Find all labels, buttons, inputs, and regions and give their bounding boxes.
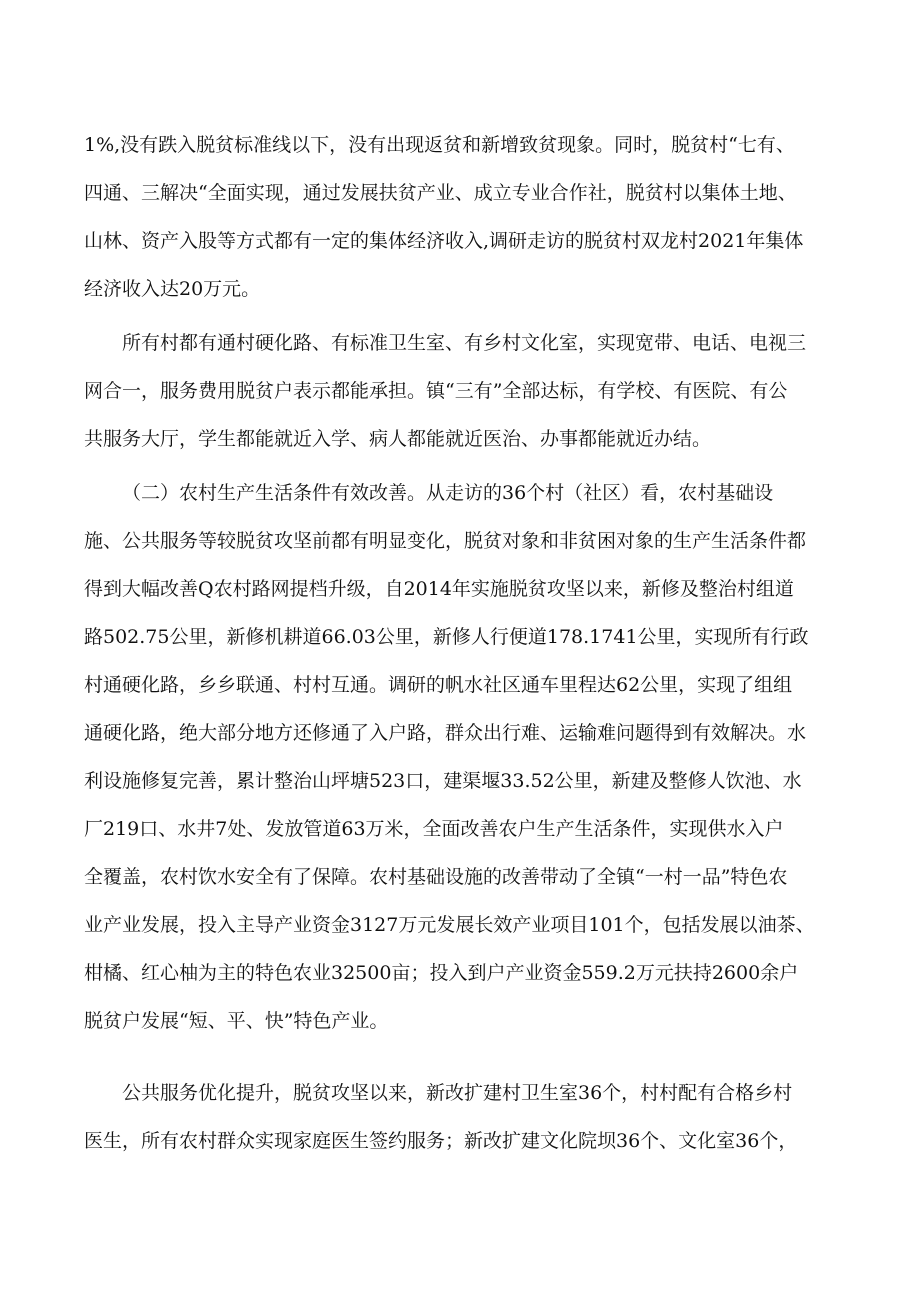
paragraph-2-line-2: 网合一，服务费用脱贫户表示都能承担。镇“三有”全部达标，有学校、有医院、有公	[84, 380, 788, 402]
paragraph-3-line-9: 全覆盖，农村饮水安全有了保障。农村基础设施的改善带动了全镇“一村一品”特色农	[84, 866, 788, 888]
paragraph-3-line-2: 施、公共服务等较脱贫攻坚前都有明显变化，脱贫对象和非贫困对象的生产生活条件都	[84, 530, 807, 552]
paragraph-3-line-3: 得到大幅改善Q农村路网提档升级，自2014年实施脱贫攻坚以来，新修及整治村组道	[84, 578, 794, 600]
paragraph-3-line-10: 业产业发展，投入主导产业资金3127万元发展长效产业项目101个，包括发展以油茶、	[84, 914, 815, 936]
paragraph-1-line-1: 1%,没有跌入脱贫标准线以下，没有出现返贫和新增致贫现象。同时，脱贫村“七有、	[84, 134, 795, 156]
paragraph-2-line-1: 所有村都有通村硬化路、有标准卫生室、有乡村文化室，实现宽带、电话、电视三	[122, 332, 807, 354]
paragraph-3-line-7: 利设施修复完善，累计整治山坪塘523口，建渠堰33.52公里，新建及整修人饮池、水	[84, 770, 802, 792]
paragraph-4-line-1: 公共服务优化提升，脱贫攻坚以来，新改扩建村卫生室36个，村村配有合格乡村	[122, 1082, 793, 1104]
paragraph-1-line-3: 山林、资产入股等方式都有一定的集体经济收入,调研走访的脱贫村双龙村2021年集体	[84, 230, 804, 252]
paragraph-3-line-4: 路502.75公里，新修机耕道66.03公里，新修人行便道178.1741公里，实现所有行政	[84, 626, 809, 648]
paragraph-3-line-1: （二）农村生产生活条件有效改善。从走访的36个村（社区）看，农村基础设	[122, 482, 774, 504]
paragraph-1-line-4: 经济收入达20万元。	[84, 278, 261, 300]
paragraph-3-line-11: 柑橘、红心柚为主的特色农业32500亩；投入到户产业资金559.2万元扶持2600余户	[84, 962, 799, 984]
paragraph-3-line-8: 厂219口、水井7处、发放管道63万米，全面改善农户生产生活条件，实现供水入户	[84, 818, 784, 840]
paragraph-1-line-2: 四通、三解决“全面实现，通过发展扶贫产业、成立专业合作社，脱贫村以集体土地、	[84, 182, 797, 204]
paragraph-3-line-5: 村通硬化路，乡乡联通、村村互通。调研的帆水社区通车里程达62公里，实现了组组	[84, 674, 793, 696]
paragraph-3-line-12: 脱贫户发展“短、平、快”特色产业。	[84, 1010, 389, 1032]
paragraph-4-line-2: 医生，所有农村群众实现家庭医生签约服务；新改扩建文化院坝36个、文化室36个，	[84, 1130, 798, 1152]
paragraph-3-line-6: 通硬化路，绝大部分地方还修通了入户路，群众出行难、运输难问题得到有效解决。水	[84, 722, 807, 744]
paragraph-2-line-3: 共服务大厅，学生都能就近入学、病人都能就近医治、办事都能就近办结。	[84, 428, 712, 450]
